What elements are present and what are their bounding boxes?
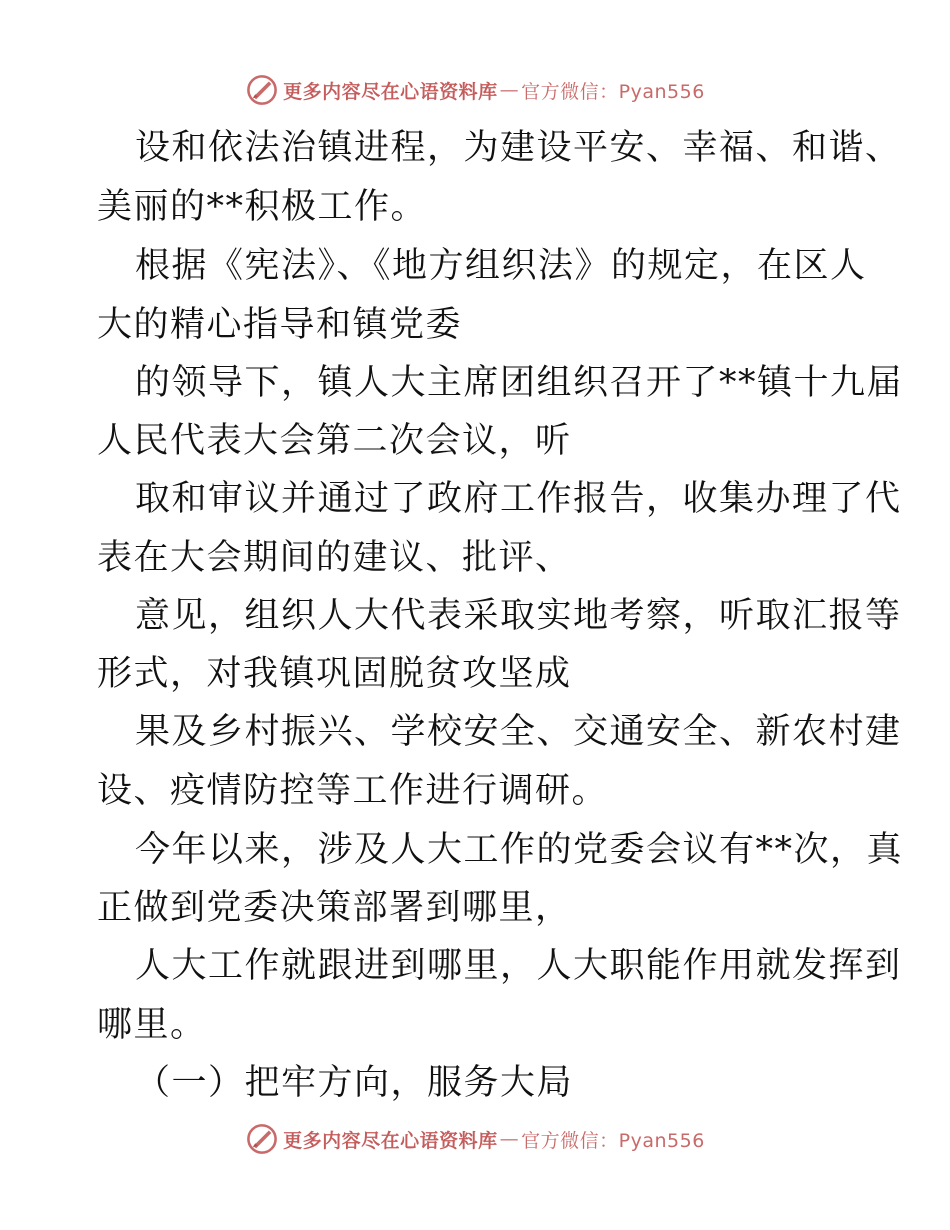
text-line: 意见，组织人大代表采取实地考察，听取汇报等 — [135, 596, 902, 636]
text-line: 人民代表大会第二次会议，听 — [97, 421, 572, 461]
section-heading: （一）把牢方向，服务大局 — [135, 1063, 574, 1103]
text-line: 取和审议并通过了政府工作报告，收集办理了代 — [135, 479, 902, 519]
watermark-separator: — — [499, 1128, 520, 1150]
watermark-contact-text: 官方微信：Pyan556 — [521, 80, 705, 103]
watermark-main-text: 更多内容尽在心语资料库 — [283, 80, 498, 103]
text-line: 哪里。 — [97, 1005, 207, 1045]
text-line: 根据《宪法》、《地方组织法》的规定，在区人 — [135, 246, 867, 286]
text-line: 表在大会期间的建议、批评、 — [97, 538, 572, 578]
text-line: 美丽的**积极工作。 — [97, 187, 428, 227]
text-line: 果及乡村振兴、学校安全、交通安全、新农村建 — [135, 712, 902, 752]
text-line: 今年以来，涉及人大工作的党委会议有**次，真 — [135, 830, 904, 870]
footer-watermark — [0, 1119, 950, 1159]
watermark-separator: — — [499, 79, 520, 101]
text-line: 设、疫情防控等工作进行调研。 — [97, 771, 609, 811]
text-line: 人大工作就跟进到哪里，人大职能作用就发挥到 — [135, 946, 902, 986]
pen-logo-icon — [245, 1122, 279, 1156]
text-line: 的领导下，镇人大主席团组织召开了**镇十九届 — [135, 363, 904, 403]
watermark-main-text: 更多内容尽在心语资料库 — [283, 1129, 498, 1152]
text-line: 大的精心指导和镇党委 — [97, 305, 463, 345]
text-line: 正做到党委决策部署到哪里， — [97, 888, 572, 928]
text-line: 设和依法治镇进程，为建设平安、幸福、和谐、 — [135, 128, 902, 168]
text-line: 形式，对我镇巩固脱贫攻坚成 — [97, 654, 572, 694]
watermark-contact-text: 官方微信：Pyan556 — [521, 1129, 705, 1152]
